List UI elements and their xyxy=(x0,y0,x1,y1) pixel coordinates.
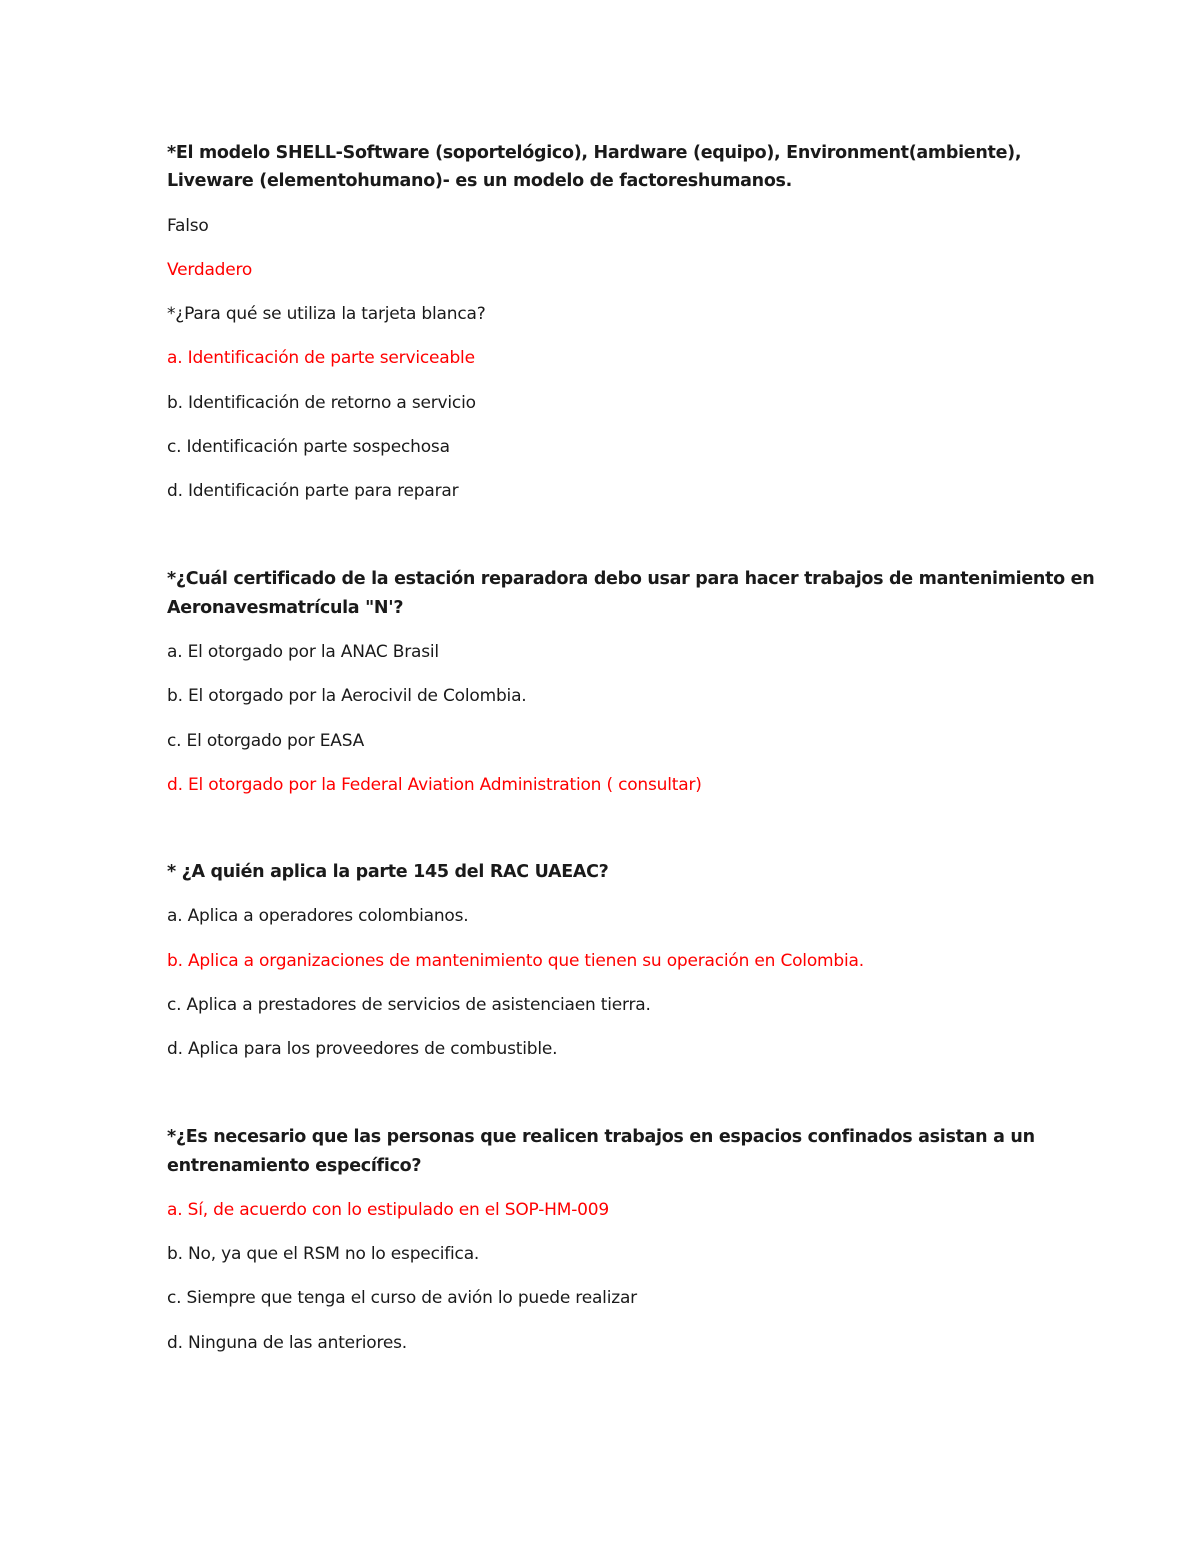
question-4-option-c: c. Aplica a prestadores de servicios de asistenciaen tierra. xyxy=(167,995,651,1015)
question-5-line-2: entrenamiento específico? xyxy=(167,1156,422,1176)
question-4-option-b-correct: b. Aplica a organizaciones de mantenimiento que tienen su operación en Colombia. xyxy=(167,951,864,971)
question-4-option-d: d. Aplica para los proveedores de combustible. xyxy=(167,1039,558,1059)
question-2-option-a-correct: a. Identificación de parte serviceable xyxy=(167,348,475,368)
question-5-option-d: d. Ninguna de las anteriores. xyxy=(167,1333,407,1353)
question-1-line-1: *El modelo SHELL-Software (soportelógico), Hardware (equipo), Environment(ambiente), xyxy=(167,143,1022,163)
question-3-option-c: c. El otorgado por EASA xyxy=(167,731,365,751)
question-2-option-c: c. Identificación parte sospechosa xyxy=(167,437,450,457)
question-5-line-1: *¿Es necesario que las personas que realicen trabajos en espacios confinados asistan a un xyxy=(167,1127,1035,1147)
question-3-line-1: *¿Cuál certificado de la estación reparadora debo usar para hacer trabajos de mantenimiento en xyxy=(167,569,1095,589)
question-5-option-b: b. No, ya que el RSM no lo especifica. xyxy=(167,1244,480,1264)
question-2-line-1: *¿Para qué se utiliza la tarjeta blanca? xyxy=(167,304,486,324)
question-2-option-d: d. Identificación parte para reparar xyxy=(167,481,459,501)
question-5-option-c: c. Siempre que tenga el curso de avión lo puede realizar xyxy=(167,1288,637,1308)
question-4-line-1: * ¿A quién aplica la parte 145 del RAC UAEAC? xyxy=(167,862,609,882)
question-5-option-a-correct: a. Sí, de acuerdo con lo estipulado en el SOP-HM-009 xyxy=(167,1200,609,1220)
question-1-option-2-correct: Verdadero xyxy=(167,260,253,280)
question-3-option-d-correct: d. El otorgado por la Federal Aviation Administration ( consultar) xyxy=(167,775,702,795)
question-3-option-b: b. El otorgado por la Aerocivil de Colombia. xyxy=(167,686,527,706)
question-4-option-a: a. Aplica a operadores colombianos. xyxy=(167,906,469,926)
question-3-line-2: Aeronavesmatrícula "N'? xyxy=(167,598,404,618)
question-2-option-b: b. Identificación de retorno a servicio xyxy=(167,393,476,413)
question-3-option-a: a. El otorgado por la ANAC Brasil xyxy=(167,642,439,662)
question-1-option-1: Falso xyxy=(167,216,209,236)
question-1-line-2: Liveware (elementohumano)- es un modelo de factoreshumanos. xyxy=(167,171,793,191)
